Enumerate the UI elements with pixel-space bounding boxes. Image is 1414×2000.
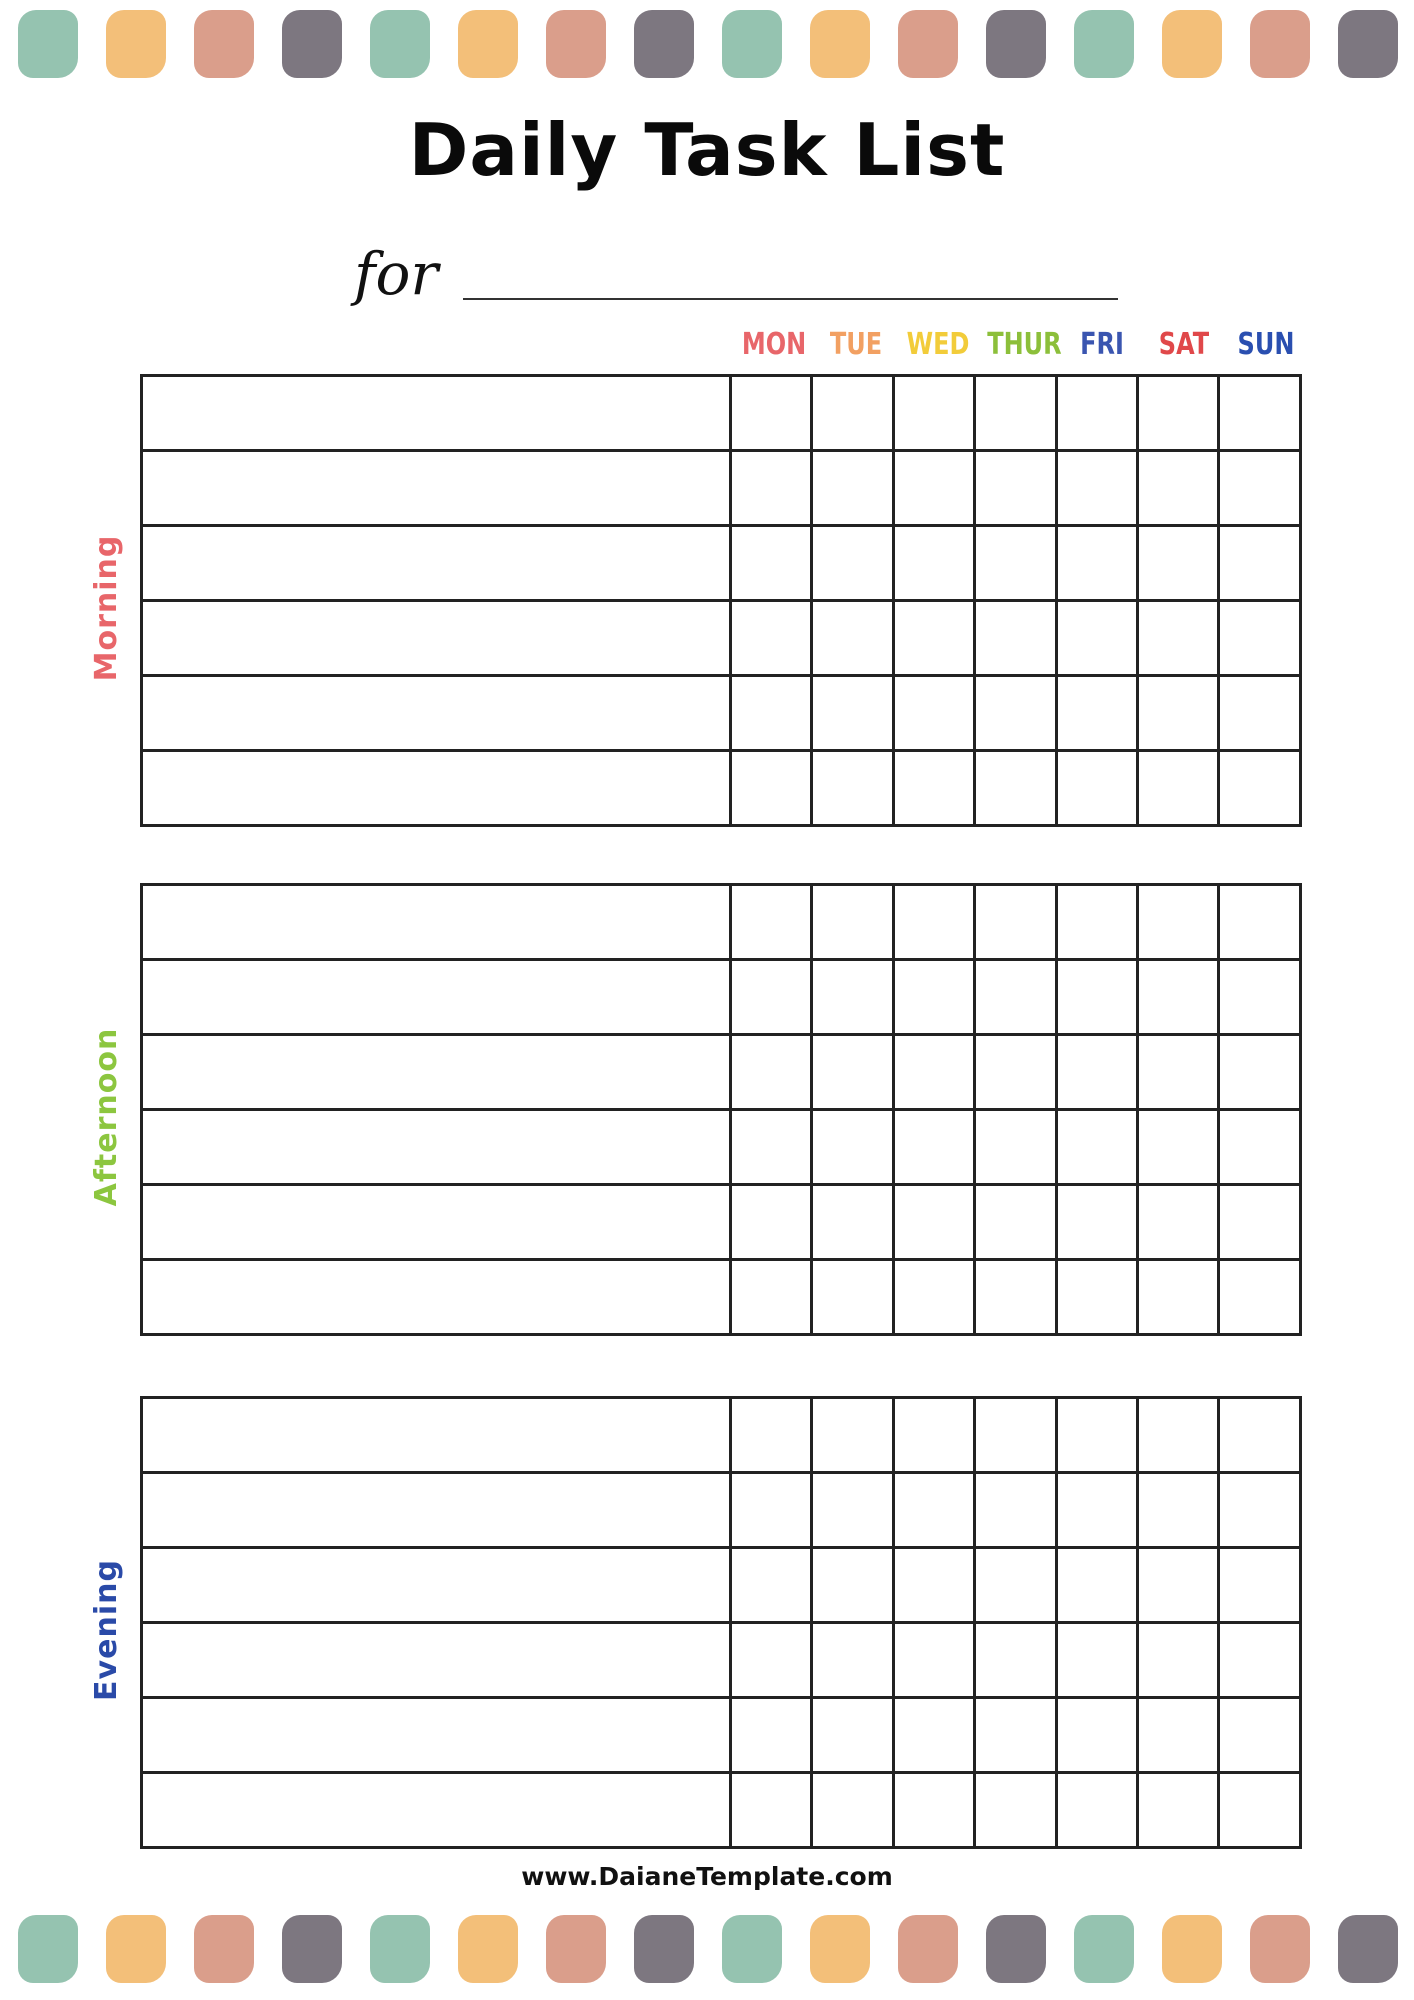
check-cell-mon[interactable] [730,1185,811,1260]
check-cell-mon[interactable] [730,1110,811,1185]
check-cell-fri[interactable] [1056,451,1137,526]
section-label-morning: Morning [89,534,124,682]
day-label-fri: FRI [1080,327,1124,362]
check-cell-wed[interactable] [893,885,974,960]
check-cell-mon[interactable] [730,1548,811,1623]
check-cell-sat[interactable] [1138,526,1219,601]
border-swatch [1074,1915,1134,1983]
day-label-wed: WED [906,327,970,362]
check-cell-wed[interactable] [893,1773,974,1848]
footer-url: www.DaianeTemplate.com [521,1862,893,1891]
check-cell-fri[interactable] [1056,526,1137,601]
table-row [142,1623,1301,1698]
day-label-mon: MON [741,327,807,362]
check-cell-mon[interactable] [730,526,811,601]
check-cell-thur[interactable] [975,960,1056,1035]
check-cell-sun[interactable] [1219,751,1301,826]
border-swatch [1338,1915,1398,1983]
check-cell-sun[interactable] [1219,526,1301,601]
day-label-thur: THUR [987,327,1062,362]
check-cell-wed[interactable] [893,451,974,526]
task-grid-afternoon [140,883,1302,1336]
check-cell-sun[interactable] [1219,1623,1301,1698]
check-cell-thur[interactable] [975,1110,1056,1185]
check-cell-sun[interactable] [1219,960,1301,1035]
border-swatch [370,10,430,78]
border-swatch [106,10,166,78]
border-swatch [106,1915,166,1983]
check-cell-thur[interactable] [975,751,1056,826]
day-label-tue: TUE [829,327,883,362]
task-cell[interactable] [142,1698,731,1773]
check-cell-tue[interactable] [812,376,893,451]
border-swatch [282,10,342,78]
check-cell-wed[interactable] [893,601,974,676]
check-cell-sat[interactable] [1138,1260,1219,1335]
table-row [142,526,1301,601]
check-cell-tue[interactable] [812,751,893,826]
check-cell-sun[interactable] [1219,601,1301,676]
check-cell-sat[interactable] [1138,1548,1219,1623]
check-cell-tue[interactable] [812,601,893,676]
check-cell-fri[interactable] [1056,1623,1137,1698]
check-cell-wed[interactable] [893,1473,974,1548]
task-cell[interactable] [142,751,731,826]
check-cell-fri[interactable] [1056,1548,1137,1623]
table-row [142,1548,1301,1623]
check-cell-sat[interactable] [1138,1473,1219,1548]
check-cell-wed[interactable] [893,1398,974,1473]
check-cell-sun[interactable] [1219,1473,1301,1548]
table-row [142,601,1301,676]
task-cell[interactable] [142,1110,731,1185]
check-cell-mon[interactable] [730,1260,811,1335]
for-label: for [354,240,439,308]
border-swatch [1074,10,1134,78]
check-cell-tue[interactable] [812,1623,893,1698]
check-cell-wed[interactable] [893,1035,974,1110]
task-cell[interactable] [142,1398,731,1473]
check-cell-tue[interactable] [812,1035,893,1110]
check-cell-fri[interactable] [1056,676,1137,751]
check-cell-tue[interactable] [812,1548,893,1623]
border-swatch [986,1915,1046,1983]
table-row [142,1398,1301,1473]
check-cell-sat[interactable] [1138,451,1219,526]
check-cell-thur[interactable] [975,1548,1056,1623]
table-row [142,751,1301,826]
check-cell-mon[interactable] [730,885,811,960]
check-cell-fri[interactable] [1056,1035,1137,1110]
check-cell-thur[interactable] [975,601,1056,676]
border-swatch [1338,10,1398,78]
check-cell-wed[interactable] [893,960,974,1035]
page-title: Daily Task List [408,108,1006,192]
check-cell-tue[interactable] [812,1185,893,1260]
for-name-line[interactable] [463,298,1118,300]
border-swatch [1162,10,1222,78]
border-swatch [194,10,254,78]
section-label-evening: Evening [89,1559,124,1701]
bottom-color-border [18,1915,1398,1987]
border-swatch [898,1915,958,1983]
check-cell-thur[interactable] [975,1473,1056,1548]
task-cell[interactable] [142,376,731,451]
check-cell-tue[interactable] [812,1473,893,1548]
section-label-afternoon: Afternoon [89,1027,124,1207]
task-cell[interactable] [142,676,731,751]
check-cell-tue[interactable] [812,885,893,960]
check-cell-fri[interactable] [1056,751,1137,826]
check-cell-tue[interactable] [812,526,893,601]
task-cell[interactable] [142,1260,731,1335]
check-cell-sat[interactable] [1138,1773,1219,1848]
check-cell-thur[interactable] [975,1035,1056,1110]
check-cell-mon[interactable] [730,601,811,676]
border-swatch [370,1915,430,1983]
border-swatch [810,1915,870,1983]
check-cell-fri[interactable] [1056,1473,1137,1548]
check-cell-mon[interactable] [730,1623,811,1698]
check-cell-sat[interactable] [1138,885,1219,960]
check-cell-fri[interactable] [1056,885,1137,960]
check-cell-sun[interactable] [1219,376,1301,451]
table-row [142,451,1301,526]
task-cell[interactable] [142,1773,731,1848]
check-cell-fri[interactable] [1056,960,1137,1035]
check-cell-sat[interactable] [1138,601,1219,676]
border-swatch [1250,10,1310,78]
table-row [142,960,1301,1035]
check-cell-wed[interactable] [893,1698,974,1773]
day-label-sat: SAT [1158,327,1210,362]
check-cell-mon[interactable] [730,676,811,751]
check-cell-fri[interactable] [1056,601,1137,676]
border-swatch [810,10,870,78]
check-cell-mon[interactable] [730,960,811,1035]
check-cell-thur[interactable] [975,1698,1056,1773]
check-cell-thur[interactable] [975,1260,1056,1335]
check-cell-sun[interactable] [1219,1185,1301,1260]
check-cell-tue[interactable] [812,960,893,1035]
check-cell-sat[interactable] [1138,676,1219,751]
check-cell-mon[interactable] [730,1473,811,1548]
check-cell-sun[interactable] [1219,676,1301,751]
border-swatch [722,10,782,78]
task-cell[interactable] [142,885,731,960]
check-cell-thur[interactable] [975,1773,1056,1848]
check-cell-wed[interactable] [893,1548,974,1623]
check-cell-fri[interactable] [1056,1260,1137,1335]
border-swatch [634,1915,694,1983]
border-swatch [458,1915,518,1983]
border-swatch [546,10,606,78]
check-cell-mon[interactable] [730,376,811,451]
check-cell-tue[interactable] [812,1398,893,1473]
check-cell-wed[interactable] [893,1185,974,1260]
check-cell-sun[interactable] [1219,1035,1301,1110]
border-swatch [194,1915,254,1983]
border-swatch [18,1915,78,1983]
check-cell-sun[interactable] [1219,1773,1301,1848]
check-cell-sun[interactable] [1219,1398,1301,1473]
check-cell-wed[interactable] [893,1623,974,1698]
check-cell-sun[interactable] [1219,1260,1301,1335]
check-cell-tue[interactable] [812,1110,893,1185]
table-row [142,885,1301,960]
check-cell-sat[interactable] [1138,376,1219,451]
check-cell-thur[interactable] [975,376,1056,451]
table-row [142,1035,1301,1110]
check-cell-sat[interactable] [1138,960,1219,1035]
check-cell-thur[interactable] [975,1623,1056,1698]
check-cell-thur[interactable] [975,451,1056,526]
check-cell-fri[interactable] [1056,1398,1137,1473]
check-cell-fri[interactable] [1056,1698,1137,1773]
border-swatch [546,1915,606,1983]
check-cell-tue[interactable] [812,1260,893,1335]
check-cell-wed[interactable] [893,751,974,826]
table-row [142,676,1301,751]
check-cell-wed[interactable] [893,676,974,751]
check-cell-sun[interactable] [1219,1110,1301,1185]
border-swatch [1162,1915,1222,1983]
check-cell-thur[interactable] [975,1398,1056,1473]
task-cell[interactable] [142,526,731,601]
check-cell-sat[interactable] [1138,1398,1219,1473]
task-cell[interactable] [142,451,731,526]
check-cell-wed[interactable] [893,376,974,451]
top-color-border [18,10,1398,82]
task-grid-morning [140,374,1302,827]
table-row [142,1773,1301,1848]
check-cell-tue[interactable] [812,1773,893,1848]
border-swatch [722,1915,782,1983]
task-cell[interactable] [142,1548,731,1623]
check-cell-sat[interactable] [1138,1110,1219,1185]
check-cell-mon[interactable] [730,1035,811,1110]
border-swatch [634,10,694,78]
check-cell-sun[interactable] [1219,1548,1301,1623]
border-swatch [282,1915,342,1983]
check-cell-mon[interactable] [730,751,811,826]
check-cell-thur[interactable] [975,676,1056,751]
table-row [142,1260,1301,1335]
border-swatch [898,10,958,78]
check-cell-fri[interactable] [1056,1773,1137,1848]
task-cell[interactable] [142,601,731,676]
check-cell-wed[interactable] [893,1260,974,1335]
check-cell-sun[interactable] [1219,885,1301,960]
check-cell-tue[interactable] [812,451,893,526]
day-label-sun: SUN [1237,327,1295,362]
check-cell-sat[interactable] [1138,1623,1219,1698]
table-row [142,1473,1301,1548]
task-cell[interactable] [142,1035,731,1110]
table-row [142,1110,1301,1185]
check-cell-mon[interactable] [730,1398,811,1473]
check-cell-fri[interactable] [1056,1110,1137,1185]
table-row [142,1698,1301,1773]
task-grid-evening [140,1396,1302,1849]
check-cell-thur[interactable] [975,1185,1056,1260]
check-cell-fri[interactable] [1056,376,1137,451]
check-cell-sun[interactable] [1219,451,1301,526]
check-cell-sat[interactable] [1138,1035,1219,1110]
table-row [142,1185,1301,1260]
check-cell-mon[interactable] [730,451,811,526]
check-cell-sat[interactable] [1138,1698,1219,1773]
border-swatch [458,10,518,78]
check-cell-wed[interactable] [893,1110,974,1185]
task-cell[interactable] [142,1623,731,1698]
task-cell[interactable] [142,1185,731,1260]
border-swatch [18,10,78,78]
table-row [142,376,1301,451]
check-cell-mon[interactable] [730,1773,811,1848]
task-cell[interactable] [142,960,731,1035]
check-cell-wed[interactable] [893,526,974,601]
border-swatch [1250,1915,1310,1983]
check-cell-fri[interactable] [1056,1185,1137,1260]
check-cell-mon[interactable] [730,1698,811,1773]
check-cell-tue[interactable] [812,676,893,751]
task-cell[interactable] [142,1473,731,1548]
check-cell-sat[interactable] [1138,751,1219,826]
check-cell-tue[interactable] [812,1698,893,1773]
check-cell-sun[interactable] [1219,1698,1301,1773]
check-cell-sat[interactable] [1138,1185,1219,1260]
check-cell-thur[interactable] [975,526,1056,601]
check-cell-thur[interactable] [975,885,1056,960]
border-swatch [986,10,1046,78]
